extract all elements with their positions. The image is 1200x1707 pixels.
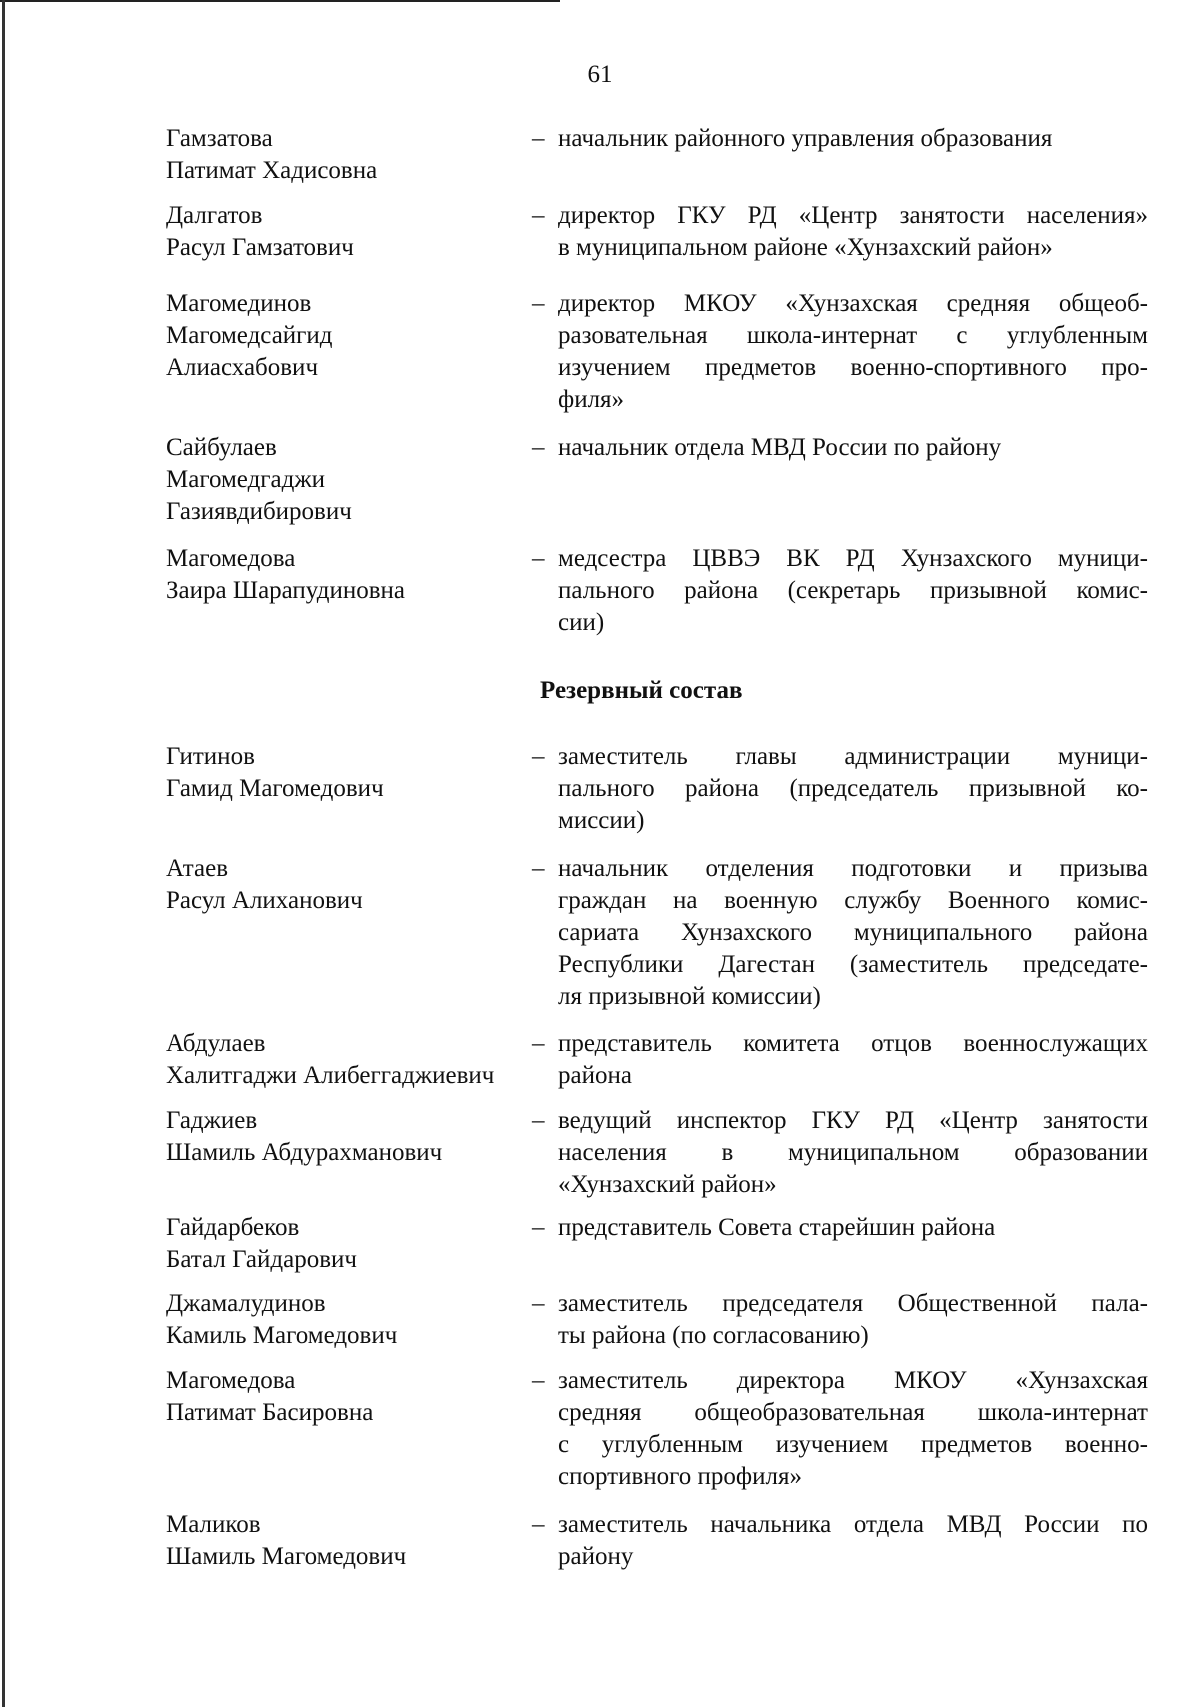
member-name: Атаев Расул Алиханович xyxy=(166,855,363,914)
member-name: Гайдарбеков Батал Гайдарович xyxy=(166,1214,357,1273)
member-role: директор ГКУ РД «Центр занятости населения» в муниципальном районе «Хунзахский район» xyxy=(558,202,1148,261)
dash: – xyxy=(532,855,545,882)
dash: – xyxy=(532,545,545,572)
member-name: Сайбулаев Магомедгаджи Газиявдибирович xyxy=(166,434,352,525)
member-name: Гитинов Гамид Магомедович xyxy=(166,743,384,802)
reserve-section-heading: Резервный состав xyxy=(540,677,743,704)
member-role: заместитель председателя Общественной пала- ты района (по согласованию) xyxy=(558,1290,1148,1349)
member-name: Магомединов Магомедсайгид Алиасхабович xyxy=(166,290,333,381)
member-name: Магомедова Заира Шарапудиновна xyxy=(166,545,405,604)
member-role: директор МКОУ «Хунзахская средняя общеоб- разовательная школа-интернат с углубленным изучением предметов военно-спортивного про- филя» xyxy=(558,290,1148,413)
dash: – xyxy=(532,202,545,229)
dash: – xyxy=(532,1290,545,1317)
member-role: медсестра ЦВВЭ ВК РД Хунзахского муници- пального района (секретарь призывной комис- сии) xyxy=(558,545,1148,636)
dash: – xyxy=(532,1511,545,1538)
dash: – xyxy=(532,1214,545,1241)
member-role: представитель комитета отцов военнослужащих района xyxy=(558,1030,1148,1089)
member-role: заместитель главы администрации муници- пального района (председатель призывной ко- миссии) xyxy=(558,743,1148,834)
member-role: представитель Совета старейшин района xyxy=(558,1214,996,1241)
member-name: Джамалудинов Камиль Магомедович xyxy=(166,1290,398,1349)
member-role: начальник районного управления образования xyxy=(558,125,1053,152)
member-name: Далгатов Расул Гамзатович xyxy=(166,202,354,261)
dash: – xyxy=(532,1367,545,1394)
dash: – xyxy=(532,1030,545,1057)
member-name: Гамзатова Патимат Хадисовна xyxy=(166,125,378,184)
member-name: Магомедова Патимат Басировна xyxy=(166,1367,374,1426)
member-role: заместитель директора МКОУ «Хунзахская средняя общеобразовательная школа-интернат с углубленным изучением предметов военно- спортивного профиля» xyxy=(558,1367,1148,1490)
scan-left-edge xyxy=(2,0,5,1707)
page-number: 61 xyxy=(587,61,613,88)
dash: – xyxy=(532,434,545,461)
member-role: заместитель начальника отдела МВД России по району xyxy=(558,1511,1148,1570)
dash: – xyxy=(532,1107,545,1134)
member-name: Маликов Шамиль Магомедович xyxy=(166,1511,407,1570)
member-name: Абдулаев Халитгаджи Алибеггаджиевич xyxy=(166,1030,495,1089)
dash: – xyxy=(532,290,545,317)
member-role: ведущий инспектор ГКУ РД «Центр занятости населения в муниципальном образовании «Хунзахский район» xyxy=(558,1107,1148,1198)
scan-top-edge xyxy=(0,0,560,2)
member-role: начальник отделения подготовки и призыва граждан на военную службу Военного комис- сариата Хунзахского муниципального района Республики Дагестан (заместитель председате- ля призывной комиссии) xyxy=(558,855,1148,1010)
dash: – xyxy=(532,125,545,152)
member-role: начальник отдела МВД России по району xyxy=(558,434,1002,461)
member-name: Гаджиев Шамиль Абдурахманович xyxy=(166,1107,443,1166)
dash: – xyxy=(532,743,545,770)
